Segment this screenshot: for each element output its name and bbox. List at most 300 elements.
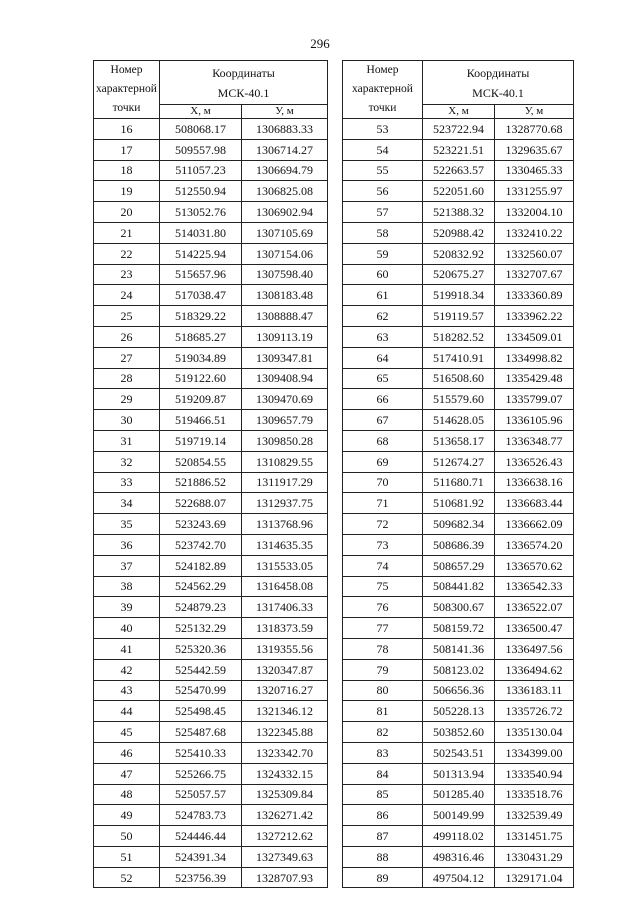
x-coordinate-cell: 508686.39 xyxy=(423,534,495,555)
x-coordinate-cell: 511057.23 xyxy=(160,160,242,181)
y-coordinate-cell: 1336500.47 xyxy=(495,618,574,639)
x-coordinate-cell: 523221.51 xyxy=(423,139,495,160)
y-coordinate-cell: 1333360.89 xyxy=(495,285,574,306)
table-row xyxy=(94,389,328,410)
point-number-cell: 22 xyxy=(94,243,160,264)
coordinates-header-line2: МСК-40.1 xyxy=(217,85,270,100)
y-coordinate-cell: 1309347.81 xyxy=(242,347,328,368)
point-number-cell: 59 xyxy=(343,243,423,264)
point-header-line3: точки xyxy=(112,102,141,114)
x-column-header: Х, м xyxy=(423,105,495,119)
table-row xyxy=(343,784,574,805)
x-coordinate-cell: 498316.46 xyxy=(423,846,495,867)
left-table-body xyxy=(94,119,328,888)
x-coordinate-cell: 508441.82 xyxy=(423,576,495,597)
x-coordinate-cell: 524562.29 xyxy=(160,576,242,597)
table-row xyxy=(343,410,574,431)
y-coordinate-cell: 1334399.00 xyxy=(495,742,574,763)
point-number-cell: 64 xyxy=(343,347,423,368)
point-number-cell: 23 xyxy=(94,264,160,285)
table-row xyxy=(343,680,574,701)
table-row xyxy=(94,701,328,722)
point-number-cell: 38 xyxy=(94,576,160,597)
x-coordinate-cell: 511680.71 xyxy=(423,472,495,493)
point-number-cell: 61 xyxy=(343,285,423,306)
y-coordinate-cell: 1309408.94 xyxy=(242,368,328,389)
table-row xyxy=(94,514,328,535)
table-row xyxy=(94,846,328,867)
x-coordinate-cell: 520988.42 xyxy=(423,222,495,243)
table-row xyxy=(94,597,328,618)
y-coordinate-cell: 1336683.44 xyxy=(495,493,574,514)
y-coordinate-cell: 1315533.05 xyxy=(242,555,328,576)
y-coordinate-cell: 1308888.47 xyxy=(242,306,328,327)
table-row xyxy=(94,867,328,888)
point-number-cell: 40 xyxy=(94,618,160,639)
x-coordinate-cell: 508141.36 xyxy=(423,638,495,659)
table-row xyxy=(94,493,328,514)
y-coordinate-cell: 1336574.20 xyxy=(495,534,574,555)
x-coordinate-cell: 521388.32 xyxy=(423,202,495,223)
table-row xyxy=(94,430,328,451)
x-coordinate-cell: 519209.87 xyxy=(160,389,242,410)
y-coordinate-cell: 1332004.10 xyxy=(495,202,574,223)
point-number-cell: 36 xyxy=(94,534,160,555)
table-row xyxy=(343,597,574,618)
coordinates-header xyxy=(160,61,328,105)
point-number-cell: 70 xyxy=(343,472,423,493)
table-row xyxy=(94,618,328,639)
point-number-cell: 87 xyxy=(343,826,423,847)
x-coordinate-cell: 525266.75 xyxy=(160,763,242,784)
y-coordinate-cell: 1329171.04 xyxy=(495,867,574,888)
x-coordinate-cell: 520675.27 xyxy=(423,264,495,285)
coordinates-header-line1: Координаты xyxy=(466,65,530,80)
table-row xyxy=(343,514,574,535)
coordinates-table-right xyxy=(342,60,574,888)
point-number-header xyxy=(343,61,423,119)
table-row xyxy=(343,576,574,597)
y-coordinate-cell: 1318373.59 xyxy=(242,618,328,639)
y-coordinate-cell: 1330431.29 xyxy=(495,846,574,867)
x-coordinate-cell: 519119.57 xyxy=(423,306,495,327)
x-coordinate-cell: 508123.02 xyxy=(423,659,495,680)
x-coordinate-cell: 523243.69 xyxy=(160,514,242,535)
x-coordinate-cell: 497504.12 xyxy=(423,867,495,888)
table-row xyxy=(94,534,328,555)
x-coordinate-cell: 501285.40 xyxy=(423,784,495,805)
table-row xyxy=(94,202,328,223)
y-coordinate-cell: 1323342.70 xyxy=(242,742,328,763)
table-row xyxy=(343,805,574,826)
table-row xyxy=(94,659,328,680)
y-coordinate-cell: 1336570.62 xyxy=(495,555,574,576)
y-column-header: У, м xyxy=(495,105,574,119)
point-number-cell: 71 xyxy=(343,493,423,514)
x-coordinate-cell: 517410.91 xyxy=(423,347,495,368)
point-number-cell: 27 xyxy=(94,347,160,368)
x-coordinate-cell: 524446.44 xyxy=(160,826,242,847)
x-coordinate-cell: 525442.59 xyxy=(160,659,242,680)
x-coordinate-cell: 509682.34 xyxy=(423,514,495,535)
point-header-line1: Номер xyxy=(366,64,399,76)
table-row xyxy=(94,784,328,805)
point-number-cell: 16 xyxy=(94,119,160,140)
point-number-cell: 34 xyxy=(94,493,160,514)
y-coordinate-cell: 1333962.22 xyxy=(495,306,574,327)
point-number-cell: 63 xyxy=(343,326,423,347)
y-coordinate-cell: 1336526.43 xyxy=(495,451,574,472)
point-number-cell: 55 xyxy=(343,160,423,181)
y-coordinate-cell: 1335130.04 xyxy=(495,722,574,743)
point-number-cell: 66 xyxy=(343,389,423,410)
table-row xyxy=(343,618,574,639)
y-coordinate-cell: 1307598.40 xyxy=(242,264,328,285)
coordinates-header-line1: Координаты xyxy=(212,65,275,80)
table-row xyxy=(94,742,328,763)
point-number-cell: 26 xyxy=(94,326,160,347)
x-coordinate-cell: 512674.27 xyxy=(423,451,495,472)
point-number-cell: 20 xyxy=(94,202,160,223)
y-coordinate-cell: 1332539.49 xyxy=(495,805,574,826)
point-number-cell: 89 xyxy=(343,867,423,888)
x-coordinate-cell: 524783.73 xyxy=(160,805,242,826)
table-row xyxy=(94,722,328,743)
y-coordinate-cell: 1309470.69 xyxy=(242,389,328,410)
y-coordinate-cell: 1336494.62 xyxy=(495,659,574,680)
table-row xyxy=(94,119,328,140)
table-row xyxy=(343,326,574,347)
y-coordinate-cell: 1309657.79 xyxy=(242,410,328,431)
point-number-cell: 60 xyxy=(343,264,423,285)
x-coordinate-cell: 514225.94 xyxy=(160,243,242,264)
table-row xyxy=(343,368,574,389)
point-header-line2: характерной xyxy=(96,83,157,95)
x-coordinate-cell: 506656.36 xyxy=(423,680,495,701)
table-row xyxy=(343,222,574,243)
table-row xyxy=(343,846,574,867)
point-number-cell: 80 xyxy=(343,680,423,701)
y-coordinate-cell: 1322345.88 xyxy=(242,722,328,743)
x-coordinate-cell: 520854.55 xyxy=(160,451,242,472)
y-coordinate-cell: 1334998.82 xyxy=(495,347,574,368)
x-coordinate-cell: 514628.05 xyxy=(423,410,495,431)
point-number-cell: 86 xyxy=(343,805,423,826)
point-number-cell: 47 xyxy=(94,763,160,784)
point-number-cell: 30 xyxy=(94,410,160,431)
x-coordinate-cell: 516508.60 xyxy=(423,368,495,389)
point-number-cell: 28 xyxy=(94,368,160,389)
table-row xyxy=(94,160,328,181)
table-row xyxy=(94,306,328,327)
y-coordinate-cell: 1336183.11 xyxy=(495,680,574,701)
table-row xyxy=(343,763,574,784)
table-row xyxy=(343,722,574,743)
coordinates-header-line2: МСК-40.1 xyxy=(472,85,524,100)
point-number-header xyxy=(94,61,160,119)
y-coordinate-cell: 1331255.97 xyxy=(495,181,574,202)
table-row xyxy=(94,576,328,597)
y-coordinate-cell: 1336522.07 xyxy=(495,597,574,618)
table-row xyxy=(343,451,574,472)
x-coordinate-cell: 518282.52 xyxy=(423,326,495,347)
point-number-cell: 69 xyxy=(343,451,423,472)
point-number-cell: 46 xyxy=(94,742,160,763)
y-coordinate-cell: 1314635.35 xyxy=(242,534,328,555)
point-number-cell: 39 xyxy=(94,597,160,618)
table-row xyxy=(343,243,574,264)
y-coordinate-cell: 1331451.75 xyxy=(495,826,574,847)
table-row xyxy=(94,805,328,826)
x-coordinate-cell: 508159.72 xyxy=(423,618,495,639)
x-coordinate-cell: 525410.33 xyxy=(160,742,242,763)
right-table-body xyxy=(343,119,574,888)
y-coordinate-cell: 1324332.15 xyxy=(242,763,328,784)
table-row xyxy=(94,181,328,202)
y-coordinate-cell: 1335726.72 xyxy=(495,701,574,722)
x-coordinate-cell: 514031.80 xyxy=(160,222,242,243)
x-coordinate-cell: 523742.70 xyxy=(160,534,242,555)
table-row xyxy=(94,410,328,431)
x-coordinate-cell: 502543.51 xyxy=(423,742,495,763)
y-coordinate-cell: 1306902.94 xyxy=(242,202,328,223)
point-number-cell: 56 xyxy=(343,181,423,202)
x-coordinate-cell: 521886.52 xyxy=(160,472,242,493)
y-coordinate-cell: 1317406.33 xyxy=(242,597,328,618)
point-number-cell: 74 xyxy=(343,555,423,576)
table-row xyxy=(343,638,574,659)
point-number-cell: 78 xyxy=(343,638,423,659)
table-row xyxy=(343,701,574,722)
y-coordinate-cell: 1336348.77 xyxy=(495,430,574,451)
point-number-cell: 52 xyxy=(94,867,160,888)
point-number-cell: 44 xyxy=(94,701,160,722)
y-coordinate-cell: 1309113.19 xyxy=(242,326,328,347)
y-coordinate-cell: 1336542.33 xyxy=(495,576,574,597)
x-coordinate-cell: 515579.60 xyxy=(423,389,495,410)
point-number-cell: 84 xyxy=(343,763,423,784)
table-row xyxy=(94,347,328,368)
x-coordinate-cell: 525320.36 xyxy=(160,638,242,659)
point-number-cell: 68 xyxy=(343,430,423,451)
table-row xyxy=(343,534,574,555)
table-row xyxy=(343,742,574,763)
y-coordinate-cell: 1320347.87 xyxy=(242,659,328,680)
x-coordinate-cell: 525057.57 xyxy=(160,784,242,805)
point-number-cell: 18 xyxy=(94,160,160,181)
point-number-cell: 76 xyxy=(343,597,423,618)
x-coordinate-cell: 519466.51 xyxy=(160,410,242,431)
table-row xyxy=(343,493,574,514)
point-number-cell: 58 xyxy=(343,222,423,243)
x-coordinate-cell: 523722.94 xyxy=(423,119,495,140)
table-row xyxy=(343,555,574,576)
point-number-cell: 82 xyxy=(343,722,423,743)
x-coordinate-cell: 519034.89 xyxy=(160,347,242,368)
point-number-cell: 65 xyxy=(343,368,423,389)
x-coordinate-cell: 518685.27 xyxy=(160,326,242,347)
table-row xyxy=(94,451,328,472)
x-coordinate-cell: 499118.02 xyxy=(423,826,495,847)
point-number-cell: 48 xyxy=(94,784,160,805)
x-coordinate-cell: 520832.92 xyxy=(423,243,495,264)
point-number-cell: 45 xyxy=(94,722,160,743)
table-row xyxy=(343,430,574,451)
table-row xyxy=(94,555,328,576)
table-row xyxy=(94,285,328,306)
y-coordinate-cell: 1316458.08 xyxy=(242,576,328,597)
point-number-cell: 19 xyxy=(94,181,160,202)
point-number-cell: 17 xyxy=(94,139,160,160)
y-coordinate-cell: 1327212.62 xyxy=(242,826,328,847)
x-coordinate-cell: 503852.60 xyxy=(423,722,495,743)
point-header-line3: точки xyxy=(368,102,397,114)
page-number: 296 xyxy=(310,36,330,51)
x-coordinate-cell: 524879.23 xyxy=(160,597,242,618)
coordinates-header xyxy=(423,61,574,105)
x-coordinate-cell: 522688.07 xyxy=(160,493,242,514)
point-header-line2: характерной xyxy=(352,83,413,95)
point-header-line1: Номер xyxy=(110,64,143,76)
y-coordinate-cell: 1335429.48 xyxy=(495,368,574,389)
x-coordinate-cell: 509557.98 xyxy=(160,139,242,160)
x-coordinate-cell: 519719.14 xyxy=(160,430,242,451)
x-coordinate-cell: 515657.96 xyxy=(160,264,242,285)
table-row xyxy=(94,139,328,160)
y-coordinate-cell: 1308183.48 xyxy=(242,285,328,306)
x-coordinate-cell: 525132.29 xyxy=(160,618,242,639)
y-coordinate-cell: 1320716.27 xyxy=(242,680,328,701)
y-coordinate-cell: 1328770.68 xyxy=(495,119,574,140)
table-row xyxy=(94,472,328,493)
point-number-cell: 83 xyxy=(343,742,423,763)
x-coordinate-cell: 510681.92 xyxy=(423,493,495,514)
x-coordinate-cell: 519122.60 xyxy=(160,368,242,389)
point-number-cell: 81 xyxy=(343,701,423,722)
table-row xyxy=(94,264,328,285)
y-coordinate-cell: 1306825.08 xyxy=(242,181,328,202)
point-number-cell: 21 xyxy=(94,222,160,243)
x-coordinate-cell: 525470.99 xyxy=(160,680,242,701)
y-coordinate-cell: 1333518.76 xyxy=(495,784,574,805)
x-coordinate-cell: 500149.99 xyxy=(423,805,495,826)
point-number-cell: 29 xyxy=(94,389,160,410)
y-coordinate-cell: 1329635.67 xyxy=(495,139,574,160)
y-coordinate-cell: 1330465.33 xyxy=(495,160,574,181)
x-coordinate-cell: 519918.34 xyxy=(423,285,495,306)
y-coordinate-cell: 1306714.27 xyxy=(242,139,328,160)
point-number-cell: 57 xyxy=(343,202,423,223)
table-row xyxy=(343,139,574,160)
point-number-cell: 75 xyxy=(343,576,423,597)
table-row xyxy=(343,867,574,888)
y-coordinate-cell: 1326271.42 xyxy=(242,805,328,826)
table-row xyxy=(343,264,574,285)
table-row xyxy=(343,202,574,223)
point-number-cell: 73 xyxy=(343,534,423,555)
point-number-cell: 31 xyxy=(94,430,160,451)
x-coordinate-cell: 522663.57 xyxy=(423,160,495,181)
y-coordinate-cell: 1336662.09 xyxy=(495,514,574,535)
point-number-cell: 43 xyxy=(94,680,160,701)
y-coordinate-cell: 1311917.29 xyxy=(242,472,328,493)
table-row xyxy=(343,160,574,181)
table-row xyxy=(343,306,574,327)
x-coordinate-cell: 508300.67 xyxy=(423,597,495,618)
x-coordinate-cell: 512550.94 xyxy=(160,181,242,202)
y-coordinate-cell: 1332560.07 xyxy=(495,243,574,264)
y-coordinate-cell: 1334509.01 xyxy=(495,326,574,347)
x-coordinate-cell: 524182.89 xyxy=(160,555,242,576)
y-coordinate-cell: 1336638.16 xyxy=(495,472,574,493)
y-coordinate-cell: 1333540.94 xyxy=(495,763,574,784)
y-coordinate-cell: 1313768.96 xyxy=(242,514,328,535)
y-coordinate-cell: 1325309.84 xyxy=(242,784,328,805)
table-row xyxy=(343,826,574,847)
point-number-cell: 35 xyxy=(94,514,160,535)
x-coordinate-cell: 508068.17 xyxy=(160,119,242,140)
x-coordinate-cell: 522051.60 xyxy=(423,181,495,202)
table-row xyxy=(343,472,574,493)
table-row xyxy=(343,659,574,680)
table-row xyxy=(343,285,574,306)
point-number-cell: 62 xyxy=(343,306,423,327)
table-row xyxy=(343,119,574,140)
x-coordinate-cell: 525487.68 xyxy=(160,722,242,743)
y-coordinate-cell: 1310829.55 xyxy=(242,451,328,472)
point-number-cell: 51 xyxy=(94,846,160,867)
x-coordinate-cell: 501313.94 xyxy=(423,763,495,784)
y-coordinate-cell: 1307154.06 xyxy=(242,243,328,264)
point-number-cell: 54 xyxy=(343,139,423,160)
point-number-cell: 85 xyxy=(343,784,423,805)
table-row xyxy=(94,368,328,389)
x-column-header: Х, м xyxy=(160,105,242,119)
table-row xyxy=(94,243,328,264)
y-coordinate-cell: 1306694.79 xyxy=(242,160,328,181)
point-number-cell: 79 xyxy=(343,659,423,680)
table-row xyxy=(94,326,328,347)
point-number-cell: 77 xyxy=(343,618,423,639)
x-coordinate-cell: 517038.47 xyxy=(160,285,242,306)
x-coordinate-cell: 513658.17 xyxy=(423,430,495,451)
x-coordinate-cell: 525498.45 xyxy=(160,701,242,722)
point-number-cell: 25 xyxy=(94,306,160,327)
table-row xyxy=(343,389,574,410)
point-number-cell: 37 xyxy=(94,555,160,576)
y-coordinate-cell: 1332410.22 xyxy=(495,222,574,243)
table-row xyxy=(94,826,328,847)
x-coordinate-cell: 513052.76 xyxy=(160,202,242,223)
y-coordinate-cell: 1307105.69 xyxy=(242,222,328,243)
x-coordinate-cell: 505228.13 xyxy=(423,701,495,722)
point-number-cell: 49 xyxy=(94,805,160,826)
point-number-cell: 42 xyxy=(94,659,160,680)
point-number-cell: 41 xyxy=(94,638,160,659)
y-coordinate-cell: 1306883.33 xyxy=(242,119,328,140)
point-number-cell: 72 xyxy=(343,514,423,535)
table-row xyxy=(343,347,574,368)
x-coordinate-cell: 508657.29 xyxy=(423,555,495,576)
point-number-cell: 50 xyxy=(94,826,160,847)
x-coordinate-cell: 518329.22 xyxy=(160,306,242,327)
y-coordinate-cell: 1332707.67 xyxy=(495,264,574,285)
y-coordinate-cell: 1312937.75 xyxy=(242,493,328,514)
y-coordinate-cell: 1328707.93 xyxy=(242,867,328,888)
point-number-cell: 53 xyxy=(343,119,423,140)
y-column-header: У, м xyxy=(242,105,328,119)
coordinates-table-left xyxy=(93,60,328,888)
